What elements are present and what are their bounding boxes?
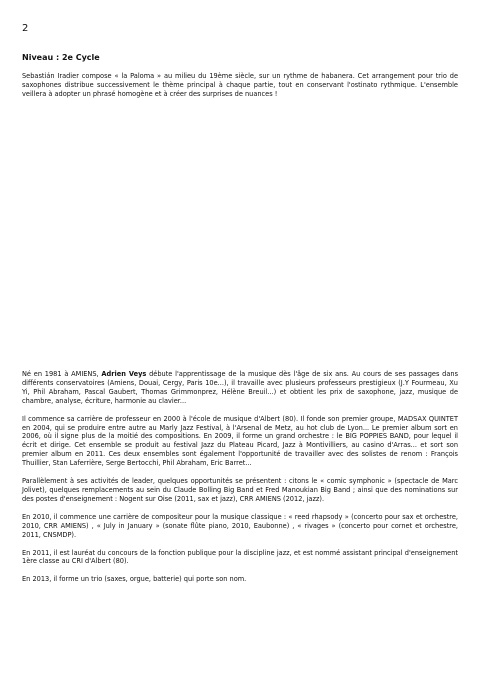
bio-p1-before: Né en 1981 à AMIENS, bbox=[22, 370, 102, 378]
bio-paragraph-4: En 2010, il commence une carrière de compositeur pour la musique classique : « reed rhapsody » (concerto pour sax et orchestre, 2010, CRR AMIENS) , « July in January » (sonate flûte piano, 2010, Eaubonne) , « rivages » (concerto pour cornet et orchestre, 2011, CNSMDP). bbox=[22, 512, 458, 539]
bio-paragraph-2: Il commence sa carrière de professeur en 2000 à l'école de musique d'Albert (80). Il fonde son premier groupe, MADSAX QUINTET en 2004, qui se produire entre autre au Marly Jazz Festival, à l'Arsenal de Metz, au hot club de Lyon... Le premier album sort en 2006, où il signe plus de la moitié des compositions. En 2009, il forme un grand orchestre : le BIG POPPIES BAND, pour lequel il écrit et dirige. Cet ensemble se produit au festival Jazz du Plateau Picard, Jazz à Montivilliers, au casino d'Arras... et sort son premier album en 2011. Ces deux ensembles sont également l'opportunité de travailler avec des solistes de renom : François Thuillier, Stan Laferrière, Serge Bertocchi, Phil Abraham, Eric Barret... bbox=[22, 414, 458, 468]
bio-paragraph-5: En 2011, il est lauréat du concours de la fonction publique pour la discipline jazz, et est nommé assistant principal d'enseignement 1ère classe au CRI d'Albert (80). bbox=[22, 548, 458, 566]
bio-paragraph-6: En 2013, il forme un trio (saxes, orgue, batterie) qui porte son nom. bbox=[22, 575, 247, 584]
composer-biography bbox=[22, 370, 458, 593]
level-heading: Niveau : 2e Cycle bbox=[22, 53, 100, 62]
page-number: 2 bbox=[22, 23, 29, 34]
bio-p1-after: débute l'apprentissage de la musique dès l'âge de six ans. Au cours de ses passages dans différents conservatoires (Amiens, Douai, Cergy, Paris 10e...), il travaille avec plusieurs professeurs prestigieux (J.Y Fourmeau, Xu Yi, Phil Abraham, Pascal Gaubert, Thomas Grimmonprez, Hélène Breuil...) et obtient les prix de saxophone, jazz, musique de chambre, analyse, écriture, harmonie au clavier... bbox=[22, 370, 459, 405]
piece-description: Sebastián Iradier compose « la Paloma » au milieu du 19ème siècle, sur un rythme de habanera. Cet arrangement pour trio de saxophones distribue successivement le thème principal à chaque partie, tout en conservant l'ostinato rythmique. L'ensemble veillera à adopter un phrasé homogène et à créer des surprises de nuances ! bbox=[22, 72, 458, 99]
bio-paragraph-1 bbox=[22, 370, 458, 406]
bio-paragraph-3: Parallèlement à ses activités de leader, quelques opportunités se présentent : citons le « comic symphonic » (spectacle de Marc Jolivet), quelques remplacements au sein du Claude Bolling Big Band et Fred Manoukian Big Band ; ainsi que des nominations sur des postes d'enseignement : Nogent sur Oise (2011, sax et jazz), CRR AMIENS (2012, jazz). bbox=[22, 477, 458, 503]
composer-name: Adrien Veys bbox=[101, 370, 147, 378]
